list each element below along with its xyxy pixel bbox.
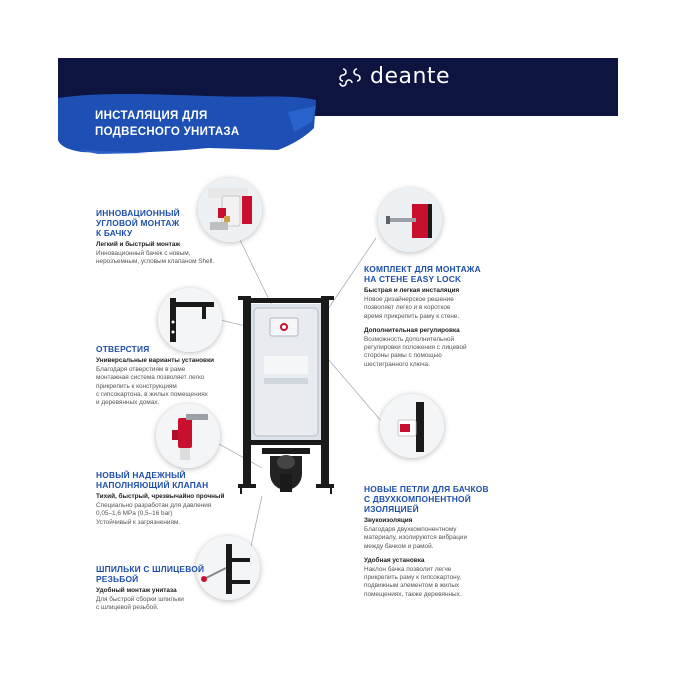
feature-heading: ИННОВАЦИОННЫЙ УГЛОВОЙ МОНТАЖ К БАЧКУ <box>96 208 180 238</box>
easy-lock-icon <box>378 188 442 252</box>
frame-holes-icon <box>158 288 222 352</box>
feature-description: Новое дизайнерское решение позволяет легко и в короткое время прикрепить раму к стене. <box>364 296 460 320</box>
feature-angle-mount <box>96 208 236 267</box>
feature-subtitle: Дополнительная регулировка <box>364 326 460 334</box>
feature-subtitle: Универсальные варианты установки <box>96 357 215 364</box>
feature-heading: НОВЫЕ ПЕТЛИ ДЛЯ БАЧКОВ С ДВУХКОМПОНЕНТНОЙ ИЗОЛЯЦИЕЙ <box>364 484 489 514</box>
feature-description: Инновационный бачек с новым, нерозъемным, угловым клапаном Shell. <box>96 250 215 266</box>
detail-fill-valve <box>156 404 220 468</box>
page-title: ИНСТАЛЯЦИЯ ДЛЯ ПОДВЕСНОГО УНИТАЗА <box>95 110 240 138</box>
feature-description: Наклон бачка позволит легче прикрепить раму к гипсокартону, подвижным элементом в жилых помещениях, также деревянных. <box>364 566 462 598</box>
brand-logo-text: deante <box>370 64 451 89</box>
feature-description: Возможность дополнительной регулировки положения с лицевой стороны рамы с помощью шестигранного ключа. <box>364 336 467 368</box>
feature-fill-valve <box>96 470 236 527</box>
feature-description: Для быстрой сборки шпильки с шлицевой резьбой. <box>96 596 184 612</box>
feature-description: Специально разработан для давления 0,05–1,6 MPa (0,5–16 bar) Устойчивый к загрязнениям. <box>96 502 212 526</box>
feature-studs <box>96 564 236 613</box>
feature-subtitle: Быстрая и легкая инсталяция <box>364 287 460 294</box>
detail-mounting-holes <box>158 288 222 352</box>
feature-holes <box>96 344 236 407</box>
feature-heading: ШПИЛЬКИ С ШЛИЦЕВОЙ РЕЗЬБОЙ <box>96 564 205 584</box>
feature-heading: КОМПЛЕКТ ДЛЯ МОНТАЖА НА СТЕНЕ EASY LOCK <box>364 264 481 284</box>
feature-subtitle: Удобный монтаж унитаза <box>96 587 177 594</box>
feature-description: Благодаря отверстиям в раме монтажная система позволяет легко прикрепить к конструкциям с гипсокартона, в жилых помещениях и деревянных домах. <box>96 366 208 407</box>
feature-heading: ОТВЕРСТИЯ <box>96 344 150 354</box>
feature-subtitle: Легкий и быстрый монтаж <box>96 241 181 248</box>
detail-easy-lock <box>378 188 442 252</box>
feature-subtitle: Тихий, быстрый, чрезвычайно прочный <box>96 493 225 500</box>
detail-tank-brackets <box>380 394 444 458</box>
feature-easy-lock <box>364 264 504 369</box>
tank-bracket-icon <box>380 394 444 458</box>
feature-subtitle: Удобная установка <box>364 556 425 564</box>
feature-subtitle: Звукоизоляция <box>364 517 413 524</box>
fill-valve-icon <box>156 404 220 468</box>
feature-tank-brackets <box>364 484 504 599</box>
feature-description: Благодаря двухкомпонентному материалу, изолируются вибрации между бачком и рамой. <box>364 526 468 550</box>
feature-heading: НОВЫЙ НАДЕЖНЫЙ НАПОЛНЯЮЩИЙ КЛАПАН <box>96 470 209 490</box>
